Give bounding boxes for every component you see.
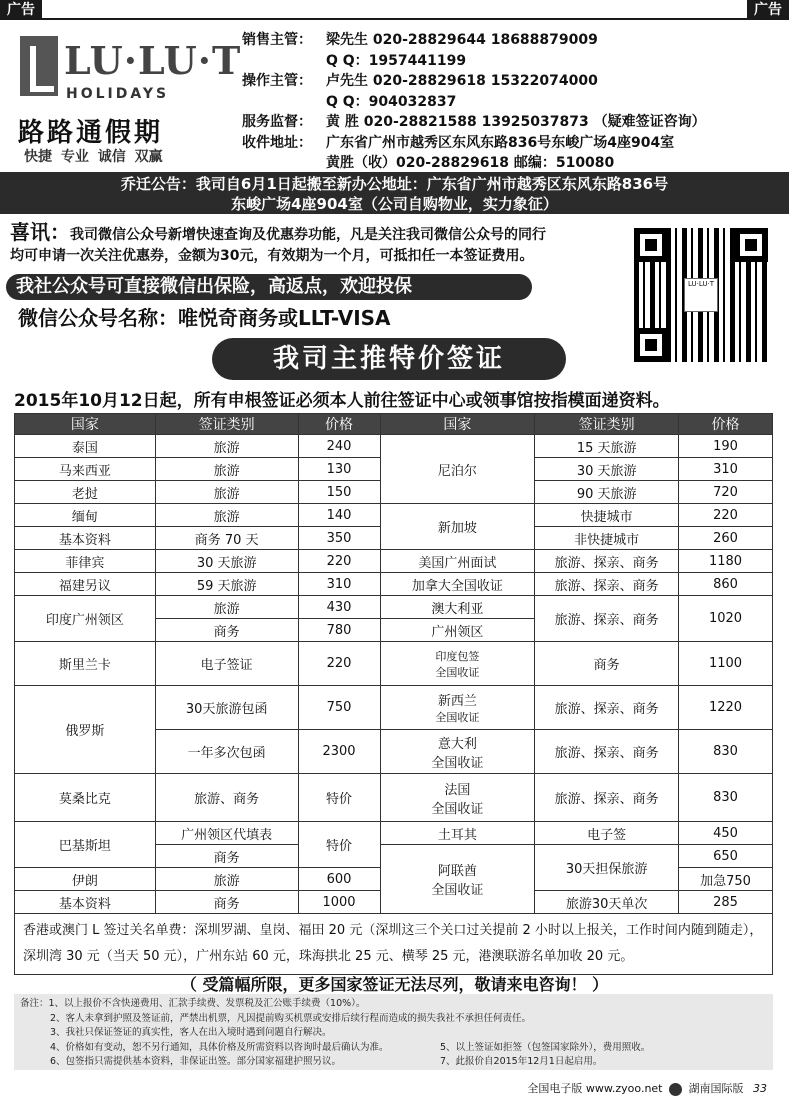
table-row: 基本资料 商务 70 天 350 非快捷城市 260 bbox=[15, 527, 773, 550]
ad-label-left: 广告 bbox=[0, 0, 42, 20]
table-row: 基本资料 商务 1000 旅游30天单次 285 bbox=[15, 891, 773, 914]
table-header-row: 国家 签证类别 价格 国家 签证类别 价格 bbox=[15, 414, 773, 435]
qr-code-icon bbox=[634, 228, 768, 362]
schengen-requirement: 2015年10月12日起，所有申根签证必须本人前往签证中心或领事馆按指模面递资料。 bbox=[14, 391, 670, 411]
table-row: 俄罗斯 30天旅游包函 750 新西兰 全国收证 旅游、探亲、商务 1220 bbox=[15, 686, 773, 730]
table-row: 商务 阿联酋 全国收证 30天担保旅游 650 bbox=[15, 845, 773, 868]
logo-mark-icon bbox=[20, 36, 58, 96]
table-note-row: 香港或澳门 L 签过关名单费：深圳罗湖、皇岗、福田 20 元（深圳这三个关口过关提前 2 小时以上报关，工作时间内随到随走），深圳湾 30 元（当天 50 元），广州东站 60 元，珠海拱北 25 元、横琴 25 元，港澳联游名单加收 20 元。 bbox=[15, 914, 773, 975]
contact-row: 收件地址： 广东省广州市越秀区东风东路836号东峻广场4座904室 bbox=[242, 134, 675, 151]
contact-row: 黄胜（收）020-28829618 邮编：510080 bbox=[326, 155, 615, 171]
remark-line: 备注：1、以上报价不含快递费用、汇款手续费、发票税及汇公账手续费（10%）。 bbox=[20, 998, 366, 1009]
limit-note: （ 受篇幅所限，更多国家签证无法尽列，敬请来电咨询！ ） bbox=[180, 975, 609, 994]
contact-block bbox=[242, 30, 706, 174]
page-number: 33 bbox=[753, 1082, 767, 1095]
footer-site: 全国电子版 www.zyoo.net bbox=[527, 1082, 663, 1095]
contact-row: Q Q：1957441199 bbox=[326, 52, 467, 69]
page-footer bbox=[527, 1080, 767, 1096]
contact-row: 销售主管： 梁先生 020-28829644 18688879009 bbox=[242, 32, 598, 48]
table-row: 伊朗 旅游 600 加急750 bbox=[15, 868, 773, 891]
contact-row: Q Q：904032837 bbox=[326, 93, 457, 110]
news-block: 喜讯：我司微信公众号新增快速查询及优惠券功能，凡是关注我司微信公众号的同行 均可申请一次关注优惠券，金额为30元，有效期为一个月，可抵扣任一本签证费用。 bbox=[10, 220, 546, 264]
logo-english: LU·LU·T bbox=[64, 38, 242, 83]
table-row: 莫桑比克 旅游、商务 特价 法国 全国收证 旅游、探亲、商务 830 bbox=[15, 774, 773, 822]
ad-label-right: 广告 bbox=[747, 0, 789, 20]
remark-line: 2、客人未拿到护照及签证前，严禁出机票，凡因提前购买机票或安排后续行程而造成的损失我社不承担任何责任。 bbox=[50, 1012, 532, 1024]
remark-line: 3、我社只保证签证的真实性，客人在出入境时遇到问题自行解决。 bbox=[50, 1027, 332, 1038]
table-row: 福建另议 59 天旅游 310 加拿大全国收证 旅游、探亲、商务 860 bbox=[15, 573, 773, 596]
logo-slogan: 快捷 专业 诚信 双赢 bbox=[24, 149, 163, 165]
company-logo bbox=[12, 32, 242, 165]
contact-row: 服务监督： 黄 胜 020-28821588 13925037873 （疑难签证咨询） bbox=[242, 114, 706, 130]
table-row: 印度广州领区 旅游 430 澳大利亚 旅游、探亲、商务 1020 bbox=[15, 596, 773, 619]
table-row: 马来西亚 旅游 130 30 天旅游 310 bbox=[15, 458, 773, 481]
table-row: 泰国 旅游 240 尼泊尔 15 天旅游 190 bbox=[15, 435, 773, 458]
top-rule bbox=[0, 18, 789, 20]
logo-sub: HOLIDAYS bbox=[66, 86, 170, 102]
table-row: 斯里兰卡 电子签证 220 印度包签 全国收证 商务 1100 bbox=[15, 642, 773, 686]
table-row: 商务 780 广州领区 bbox=[15, 619, 773, 642]
news-head: 喜讯： bbox=[10, 220, 70, 244]
promo-banner: 我司主推特价签证 bbox=[212, 338, 566, 380]
table-row: 菲律宾 30 天旅游 220 美国广州面试 旅游、探亲、商务 1180 bbox=[15, 550, 773, 573]
qr-logo: LU·LU·T bbox=[684, 278, 718, 312]
remark-line: 4、价格如有变动，恕不另行通知，具体价格及所需资料以咨询时最后确认为准。 5、以上签证如拒签（包签国家除外），费用照收。 bbox=[50, 1041, 651, 1053]
table-row: 巴基斯坦 广州领区代填表 特价 土耳其 电子签 450 bbox=[15, 822, 773, 845]
brand-icon bbox=[669, 1083, 682, 1096]
move-notice: 乔迁公告：我司自6月1日起搬至新办公地址：广东省广州市越秀区东风东路836号 东峻广场4座904室（公司自购物业，实力象征） bbox=[0, 172, 789, 214]
table-row: 一年多次包函 2300 意大利 全国收证 旅游、探亲、商务 830 bbox=[15, 730, 773, 774]
remarks-box bbox=[14, 994, 773, 1070]
contact-row: 操作主管： 卢先生 020-28829618 15322074000 bbox=[242, 73, 598, 89]
logo-chinese: 路路通假期 bbox=[18, 118, 164, 148]
remark-line: 6、包签指只需提供基本资料，非保证出签。部分国家福建护照另议。 7、此报价自2015年12月1日起启用。 bbox=[50, 1056, 603, 1067]
visa-price-table bbox=[14, 413, 773, 975]
footer-edition: 湖南国际版 bbox=[688, 1082, 744, 1095]
table-row: 缅甸 旅游 140 新加坡 快捷城市 220 bbox=[15, 504, 773, 527]
insurance-pill: 我社公众号可直接微信出保险，高返点，欢迎投保 bbox=[6, 274, 532, 300]
wechat-name: 微信公众号名称：唯悦奇商务或LLT-VISA bbox=[18, 306, 391, 330]
table-row: 老挝 旅游 150 90 天旅游 720 bbox=[15, 481, 773, 504]
